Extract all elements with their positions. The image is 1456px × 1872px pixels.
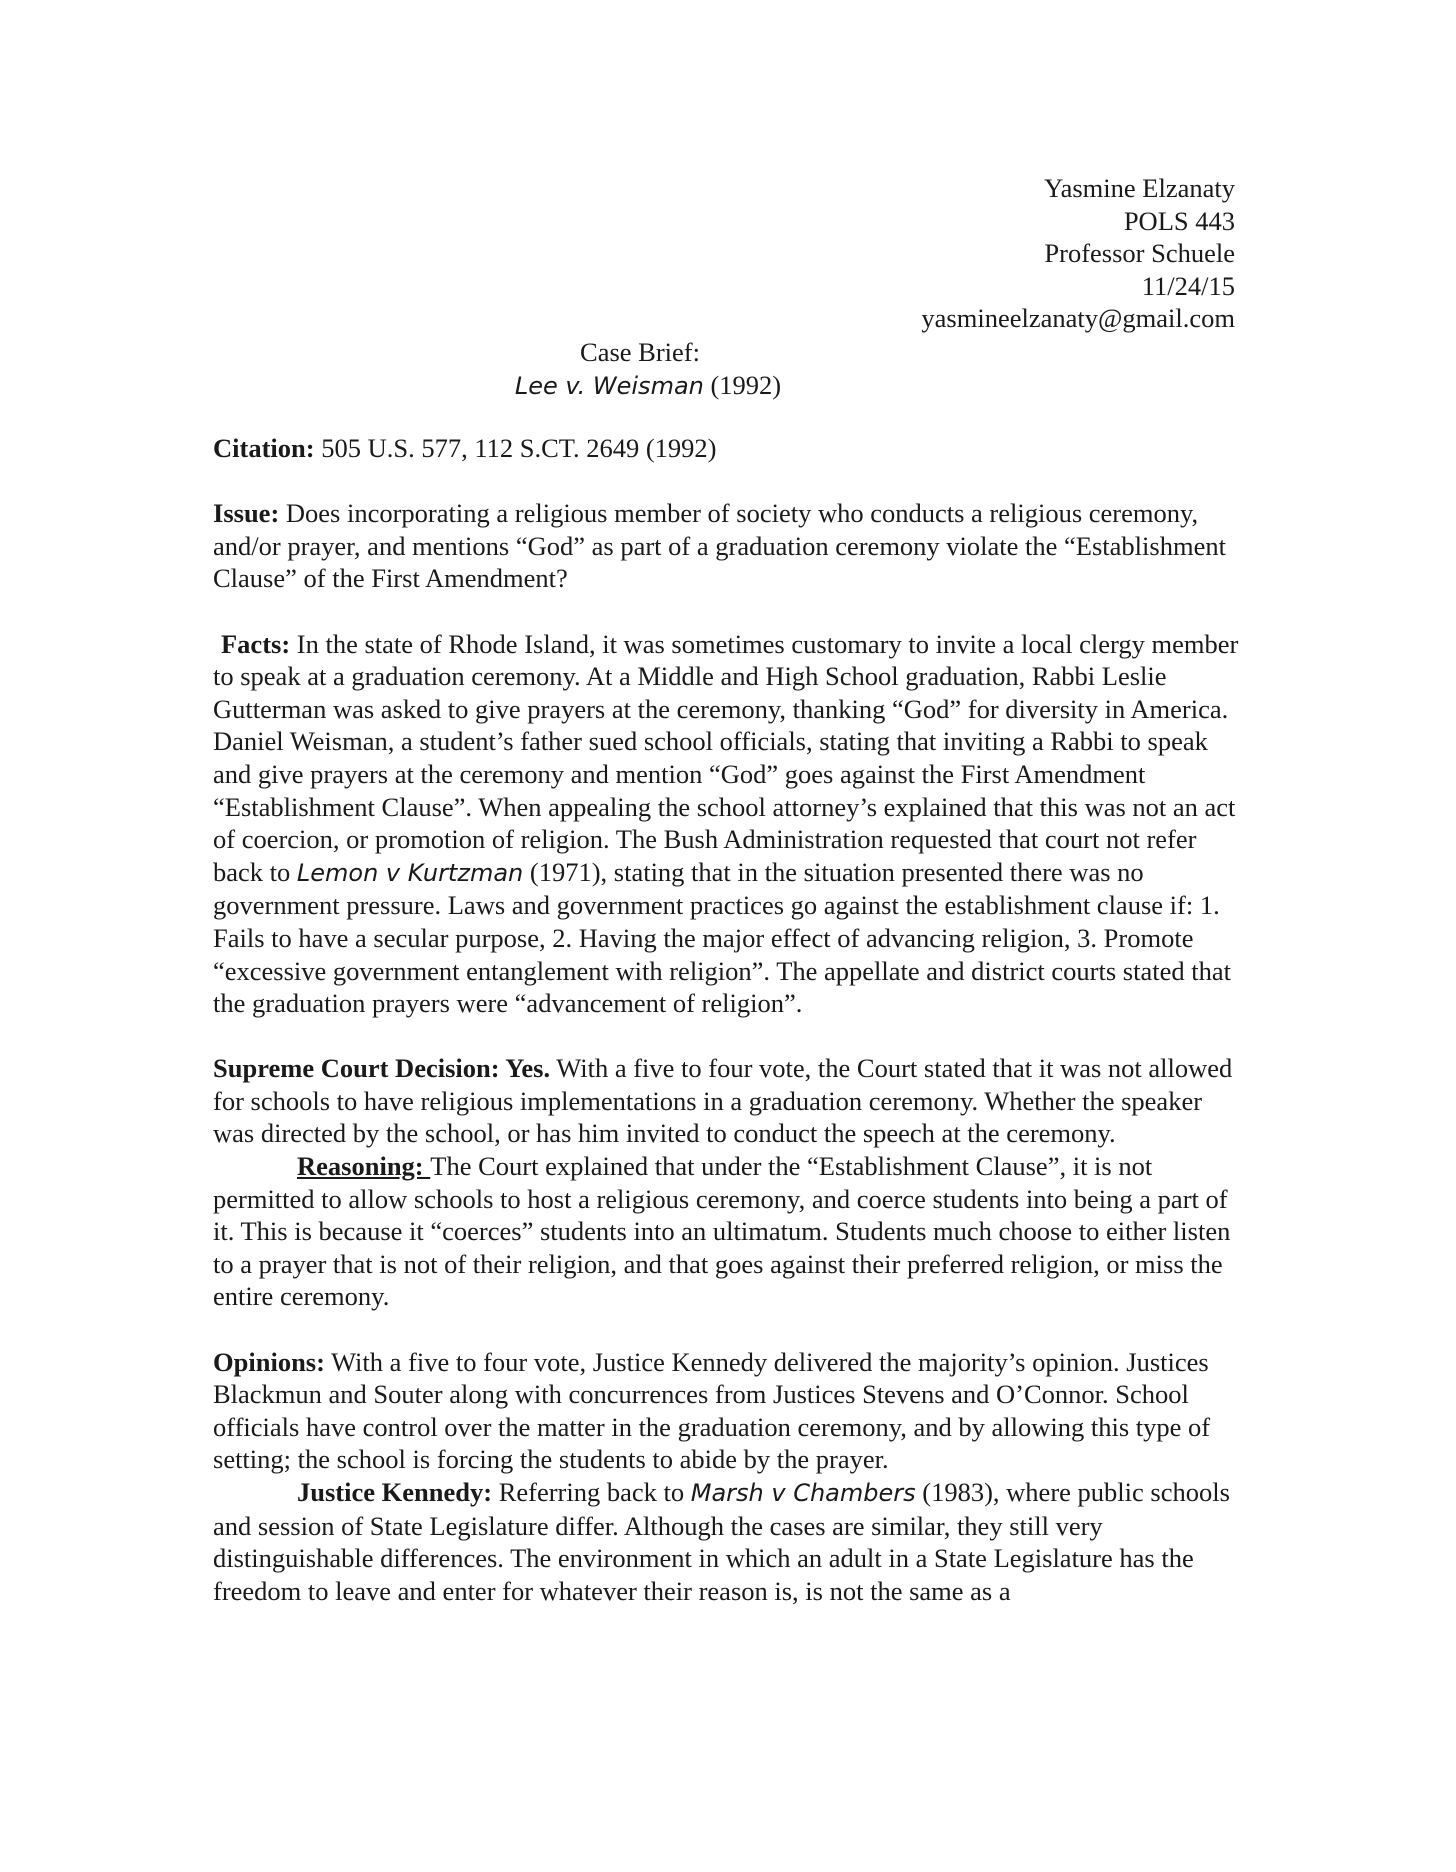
citation-label: Citation:: [213, 433, 315, 463]
title-label: Case Brief:: [580, 337, 700, 367]
kennedy-text-1: Referring back to: [492, 1477, 691, 1507]
reasoning-text: The Court explained that under the “Establishment Clause”, it is not permitted to allow schools to host a religious ceremony, and coerce students into being a part of it. This is because it “coerces” students into an ultimatum. Students much choose to either listen to a prayer that is not of their religion, and that goes against their preferred religion, or miss the entire ceremony.: [213, 1151, 1231, 1312]
title-case: [0, 369, 1456, 403]
kennedy-paragraph: [213, 1476, 1245, 1607]
title-case-year: (1992): [703, 369, 782, 400]
reasoning-paragraph: [213, 1150, 1245, 1313]
opinions-text: With a five to four vote, Justice Kennedy delivered the majority’s opinion. Justices Blackmun and Souter along with concurrences from Justices Stevens and O’Connor. School officials have control over the matter in the graduation ceremony, and by allowing this type of setting; the school is forcing the students to abide by the prayer.: [213, 1346, 1211, 1475]
kennedy-case-ref: Marsh v Chambers: [690, 1479, 916, 1507]
kennedy-text-2: (1983), where public schools and session of State Legislature differ. Although the cases are similar, they still very distinguishable differences. The environment in which an adult in a State Legislature has the freedom to leave and enter for whatever their reason is, is not the same as a: [213, 1477, 1230, 1606]
reasoning-label: Reasoning:: [297, 1151, 431, 1182]
facts-case-ref: Lemon v Kurtzman: [296, 858, 524, 887]
decision-text: With a five to four vote, the Court stated that it was not allowed for schools to have religious implementations in a graduation ceremony. Whether the speaker was directed by the school, or has him invited to conduct the speech at the ceremony.: [213, 1053, 1233, 1149]
citation-paragraph: [213, 432, 1245, 465]
issue-label: Issue:: [213, 498, 280, 529]
issue-paragraph: [213, 497, 1245, 595]
facts-label: Facts:: [221, 628, 291, 659]
facts-paragraph: [213, 628, 1245, 1020]
course-code: POLS 443: [1123, 205, 1235, 236]
facts-text-1: In the state of Rhode Island, it was sometimes customary to invite a local clergy member to speak at a graduation ceremony. At a Middle and High School graduation, Rabbi Leslie Gutterman was asked to give prayers at the ceremony, thanking “God” for diversity in America. Daniel Weisman, a student’s father sued school officials, stating that inviting a Rabbi to speak and give prayers at the ceremony and mention “God” goes against the First Amendment “Establishment Clause”. When appealing the school attorney’s explained that this was not an act of coercion, or promotion of religion. The Bush Administration requested that court not refer back to: [213, 628, 1239, 887]
issue-text: Does incorporating a religious member of society who conducts a religious ceremony, and/or prayer, and mentions “God” as part of a graduation ceremony violate the “Establishment Clause” of the First Amendment?: [213, 498, 1226, 594]
author-name: Yasmine Elzanaty: [1044, 173, 1235, 203]
decision-paragraph: [213, 1052, 1245, 1150]
submission-date: 11/24/15: [1141, 270, 1235, 301]
author-header: [921, 172, 1235, 335]
professor-name: Professor Schuele: [1044, 238, 1235, 269]
citation-text: 505 U.S. 577, 112 S.CT. 2649 (1992): [314, 433, 717, 463]
opinions-label: Opinions:: [213, 1346, 325, 1377]
kennedy-label: Justice Kennedy:: [297, 1477, 493, 1507]
opinions-paragraph: [213, 1346, 1245, 1476]
title-case-name: Lee v. Weisman: [514, 371, 704, 400]
document-title: [0, 336, 1456, 402]
document-body: [213, 432, 1245, 1607]
decision-label: Supreme Court Decision: Yes.: [213, 1053, 551, 1084]
facts-text-2: (1971), stating that in the situation presented there was no government pressure. Laws and government practices go against the establishment clause if: 1. Fails to have a secular purpose, 2. Having the major effect of advancing religion, 3. Promote “excessive government entanglement with religion”. The appellate and district courts stated that the graduation prayers were “advancement of religion”.: [213, 856, 1231, 1019]
author-email: yasmineelzanaty@gmail.com: [921, 303, 1235, 334]
